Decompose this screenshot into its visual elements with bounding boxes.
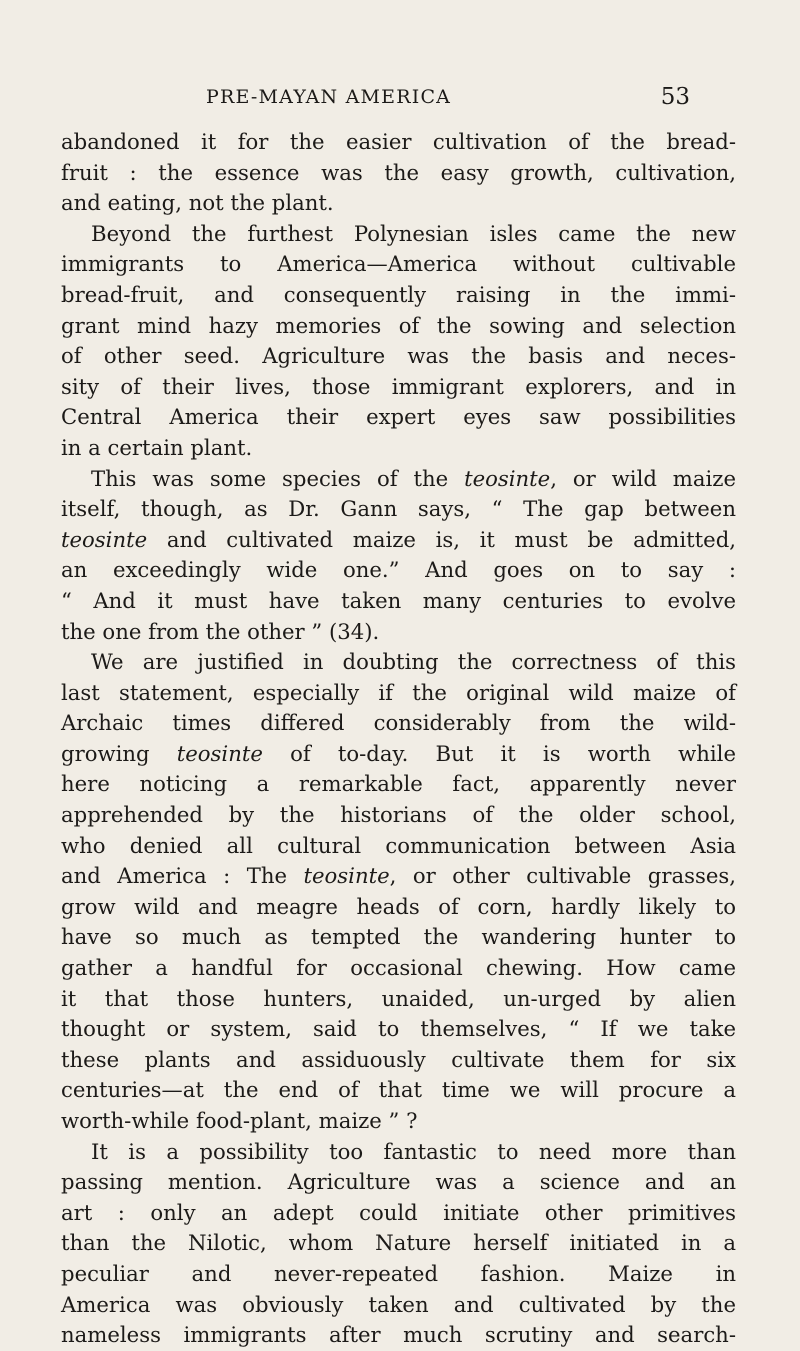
text-run: This was some species of the [91, 465, 465, 491]
text-run: sity of their lives, those immigrant explorers, and in [61, 373, 736, 399]
text-run: Archaic times differed considerably from the wild- [61, 710, 736, 736]
text-run: an exceedingly wide one.” And goes on to say : [61, 557, 736, 583]
text-run: Central America their expert eyes saw possibilities [61, 404, 736, 430]
text-line [61, 892, 736, 923]
text-run: passing mention. Agriculture was a science and an [61, 1169, 736, 1195]
text-line [61, 984, 736, 1015]
text-line [61, 800, 736, 831]
body-text [61, 127, 736, 1351]
text-run: abandoned it for the easier cultivation of the bread- [61, 129, 736, 154]
text-line [61, 1014, 736, 1045]
text-line [61, 861, 736, 892]
text-line [61, 188, 736, 219]
text-line [61, 1259, 736, 1290]
text-line [61, 708, 736, 739]
text-run: nameless immigrants after much scrutiny and search- [61, 1322, 736, 1348]
text-run: worth-while food-plant, maize ” ? [61, 1108, 418, 1133]
text-line [61, 586, 736, 617]
text-run: and cultivated maize is, it must be admitted, [147, 526, 736, 552]
text-line [61, 464, 736, 495]
text-run: in a certain plant. [61, 434, 253, 460]
page-number: 53 [660, 84, 690, 110]
text-line [61, 647, 736, 678]
text-line [61, 311, 736, 342]
text-line [61, 1167, 736, 1198]
text-line [61, 219, 736, 250]
text-run: immigrants to America—America without cultivable [61, 251, 736, 277]
text-line [61, 158, 736, 189]
text-run: We are justified in doubting the correctness of this [91, 649, 736, 675]
text-run: America was obviously taken and cultivated by the [61, 1291, 736, 1317]
text-line [61, 739, 736, 770]
text-run: grow wild and meagre heads of corn, hardly likely to [61, 893, 736, 919]
text-line [61, 1137, 736, 1168]
text-run: “ And it must have taken many centuries to evolve [61, 587, 736, 613]
text-line [61, 1320, 736, 1351]
text-run: and America : The [61, 863, 304, 889]
text-run: , or other cultivable grasses, [389, 863, 736, 889]
italic-term: teosinte [61, 526, 148, 552]
italic-term: teosinte [176, 740, 263, 766]
text-run: and eating, not the plant. [61, 190, 334, 216]
text-line [61, 922, 736, 953]
text-run: of to-day. But it is worth while [262, 740, 736, 766]
text-line [61, 494, 736, 525]
text-run: gather a handful for occasional chewing. How came [61, 955, 736, 981]
text-line [61, 433, 736, 464]
text-line [61, 1045, 736, 1076]
text-line [61, 953, 736, 984]
text-run: Beyond the furthest Polynesian isles came the new [91, 220, 736, 246]
text-line [61, 402, 736, 433]
text-run: these plants and assiduously cultivate them for six [61, 1046, 736, 1072]
text-line [61, 555, 736, 586]
text-run: , or wild maize [550, 465, 737, 491]
text-line [61, 1075, 736, 1106]
text-run: who denied all cultural communication between Asia [61, 832, 736, 858]
text-run: centuries—at the end of that time we will procure a [61, 1077, 736, 1103]
text-line [61, 372, 736, 403]
italic-term: teosinte [303, 863, 390, 889]
text-line [61, 1290, 736, 1321]
text-run: apprehended by the historians of the older school, [61, 802, 736, 828]
text-run: It is a possibility too fantastic to need more than [91, 1138, 736, 1164]
text-run: than the Nilotic, whom Nature herself initiated in a [61, 1230, 736, 1256]
text-run: fruit : the essence was the easy growth, cultivation, [61, 159, 736, 185]
text-line [61, 1228, 736, 1259]
text-line [61, 1198, 736, 1229]
text-run: here noticing a remarkable fact, apparently never [61, 771, 736, 797]
text-line [61, 769, 736, 800]
text-line [61, 831, 736, 862]
text-run: thought or system, said to themselves, “ If we take [61, 1016, 736, 1042]
text-run: art : only an adept could initiate other primitives [61, 1199, 736, 1225]
text-line [61, 341, 736, 372]
text-line [61, 1106, 736, 1137]
text-line [61, 249, 736, 280]
text-run: of other seed. Agriculture was the basis and neces- [61, 343, 736, 369]
text-run: it that those hunters, unaided, un-urged by alien [61, 985, 736, 1011]
text-line [61, 678, 736, 709]
text-run: itself, though, as Dr. Gann says, “ The gap between [61, 496, 736, 522]
text-run: growing [61, 740, 177, 766]
text-run: grant mind hazy memories of the sowing and selection [61, 312, 736, 338]
italic-term: teosinte [464, 465, 551, 491]
running-head: PRE-MAYAN AMERICA [206, 86, 452, 108]
text-run: the one from the other ” (34). [61, 618, 380, 644]
text-run: last statement, especially if the original wild maize of [61, 679, 736, 705]
text-line [61, 127, 736, 158]
text-line [61, 617, 736, 648]
text-run: bread-fruit, and consequently raising in the immi- [61, 281, 736, 307]
text-run: peculiar and never-repeated fashion. Maize in [61, 1260, 736, 1286]
text-line [61, 525, 736, 556]
text-line [61, 280, 736, 311]
text-run: have so much as tempted the wandering hunter to [61, 924, 736, 950]
